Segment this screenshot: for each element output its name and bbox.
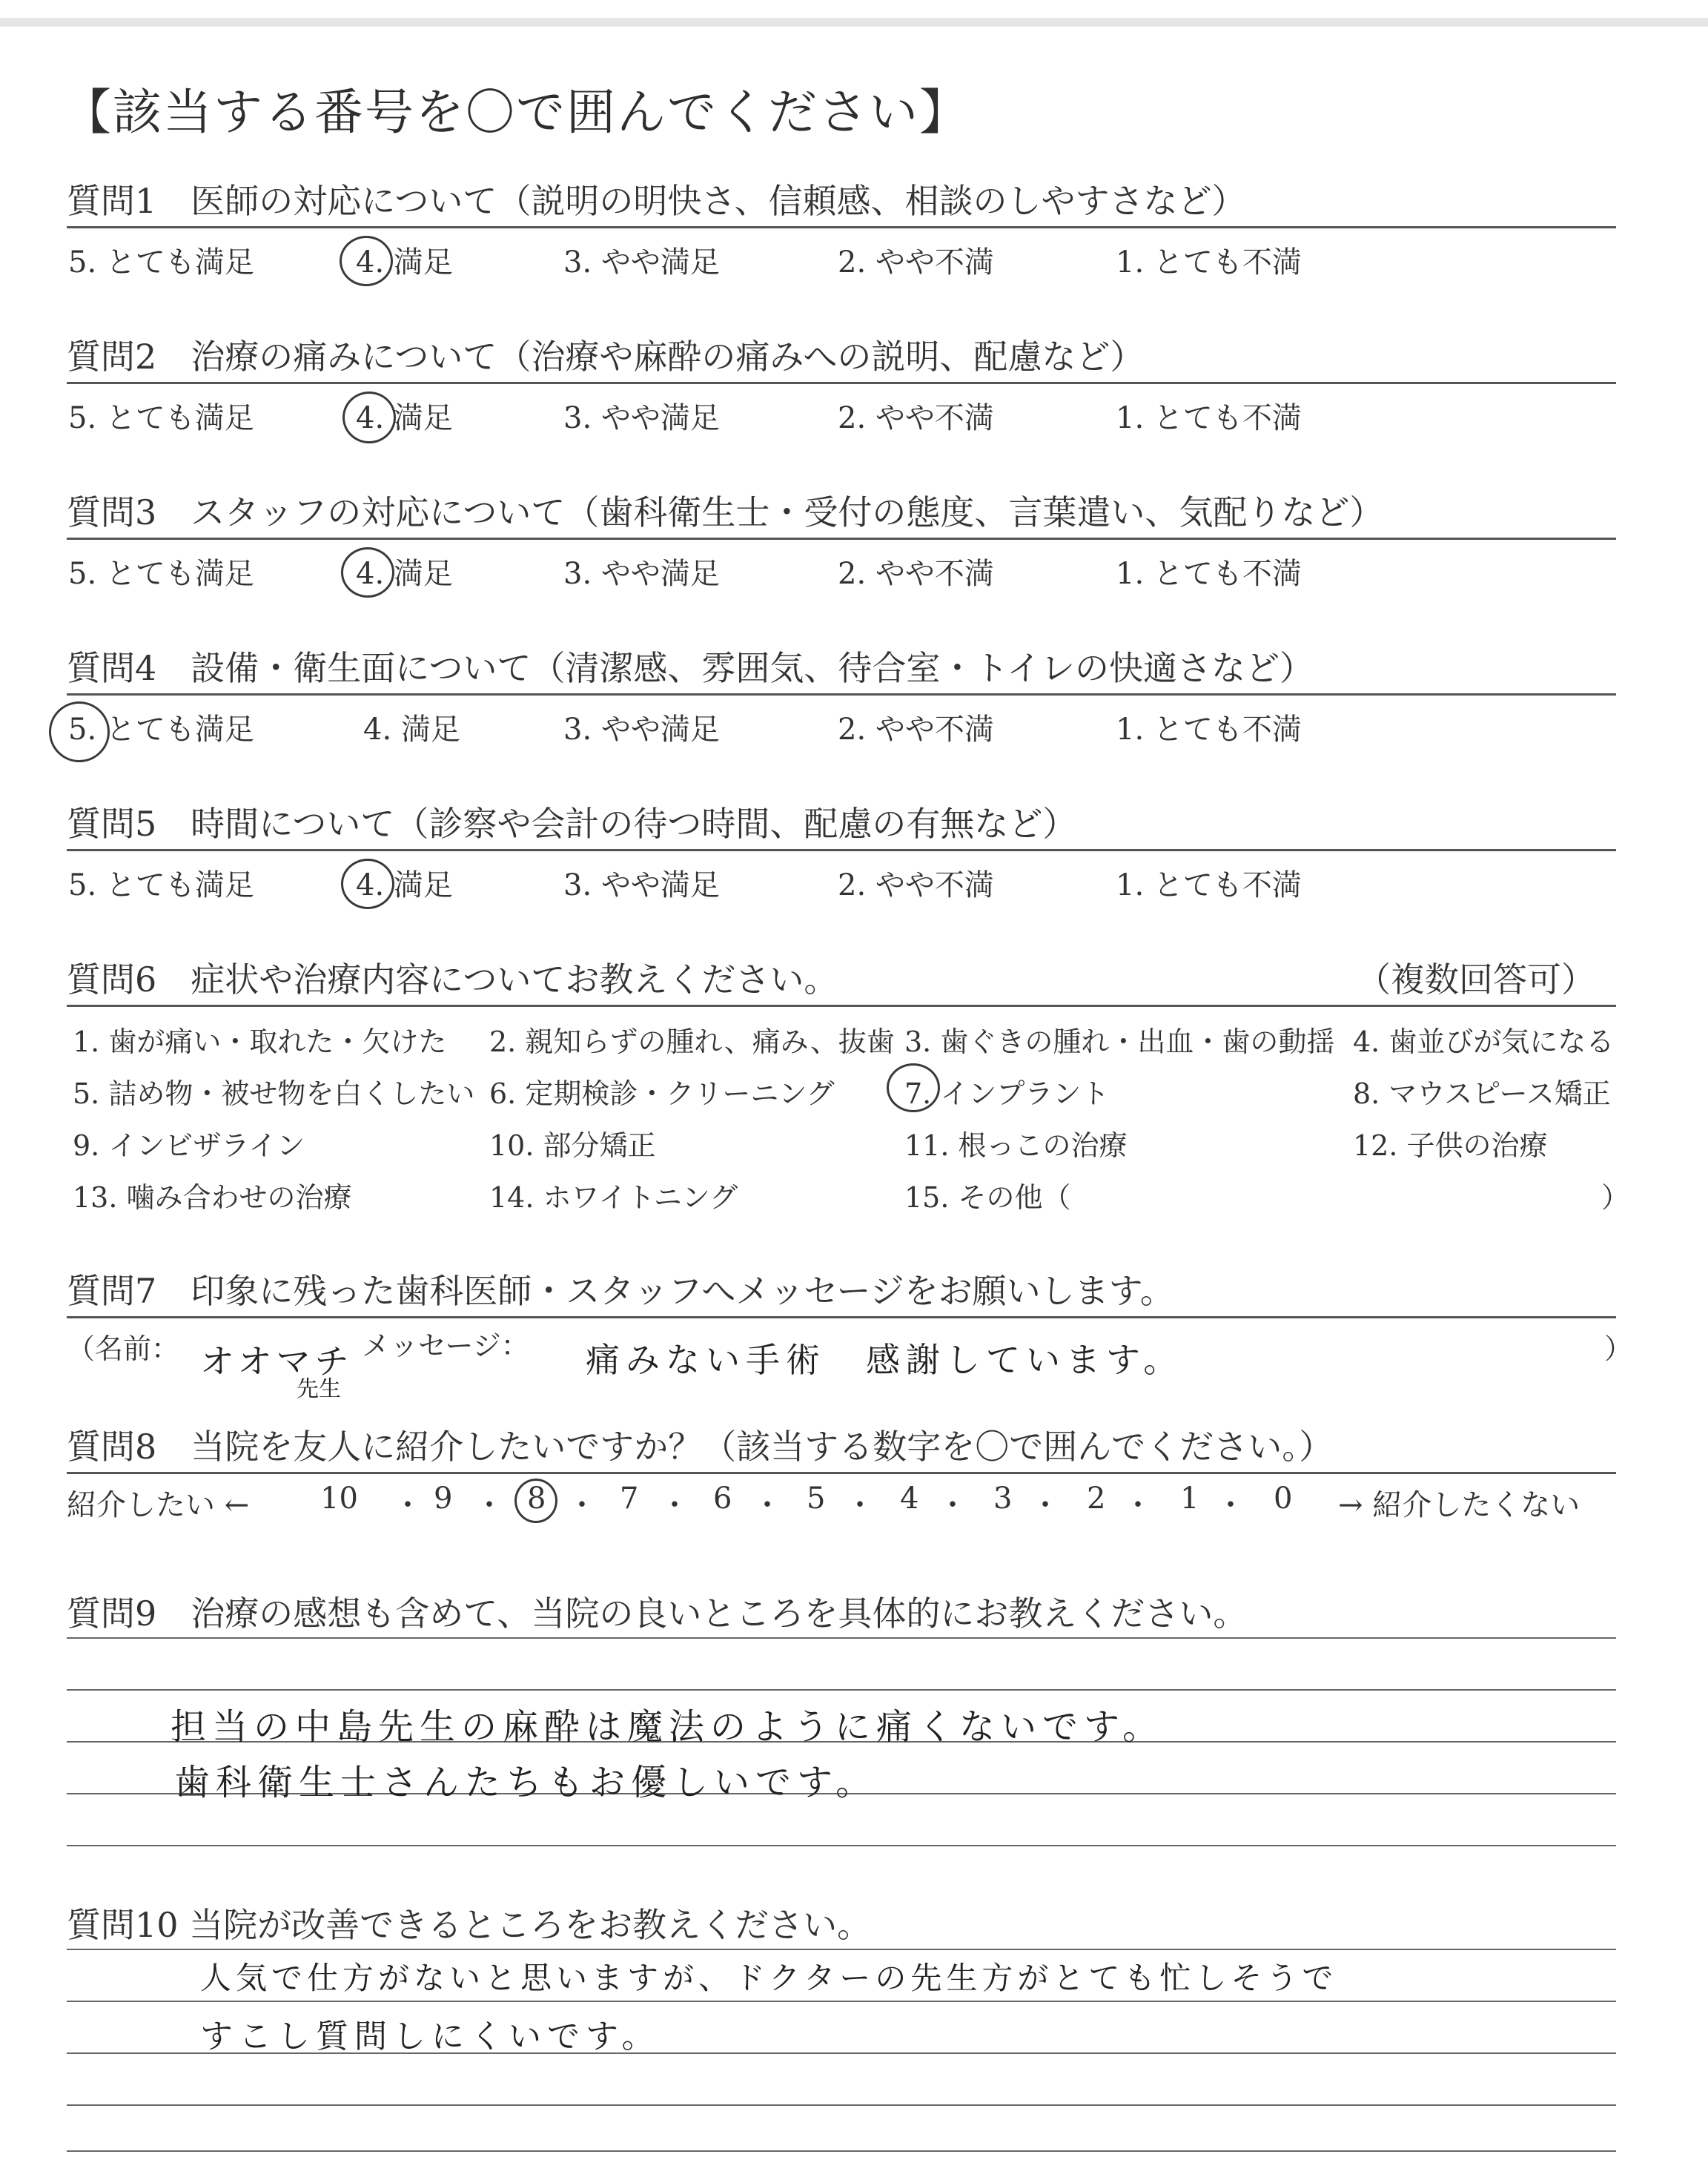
q8-dot: ・ (1123, 1488, 1153, 1522)
question-9-title: 質問9 治療の感想も含めて、当院の良いところを具体的にお教えください。 (67, 1593, 1248, 1634)
q8-dot: ・ (1216, 1488, 1245, 1522)
q10-answer-rule (67, 2104, 1616, 2106)
q7-close-paren: ） (1604, 1332, 1633, 1365)
q5-option-4[interactable]: 4. 満足 (356, 868, 453, 902)
q8-scale-6[interactable]: 6 (713, 1482, 732, 1516)
question-5-title: 質問5 時間について（診察や会計の待つ時間、配慮の有無など） (67, 804, 1077, 844)
q3-option-4[interactable]: 4. 満足 (356, 557, 453, 591)
question-1-title: 質問1 医師の対応について（説明の明快さ、信頼感、相談のしやすさなど） (67, 181, 1246, 221)
question-3-rule (67, 538, 1616, 540)
q6-option-9[interactable]: 9. インビザライン (73, 1129, 305, 1162)
q8-scale-9[interactable]: 9 (434, 1482, 453, 1516)
q7-name-handwritten[interactable]: オオマチ (200, 1341, 354, 1381)
question-6-rule (67, 1005, 1616, 1007)
q8-scale-2[interactable]: 2 (1087, 1482, 1106, 1516)
question-2-title: 質問2 治療の痛みについて（治療や麻酔の痛みへの説明、配慮など） (67, 337, 1145, 377)
q3-option-5[interactable]: 5. とても満足 (68, 557, 254, 591)
question-10-title: 質問10 当院が改善できるところをお教えください。 (67, 1905, 872, 1945)
q6-option-14[interactable]: 14. ホワイトニング (489, 1181, 738, 1214)
q9-answer-line-2[interactable]: 歯科衛生士さんたちもお優しいです。 (174, 1762, 878, 1803)
q4-option-3[interactable]: 3. やや満足 (563, 713, 720, 747)
q8-scale-10[interactable]: 10 (320, 1482, 358, 1516)
q6-option-13[interactable]: 13. 噛み合わせの治療 (73, 1181, 352, 1214)
q4-option-5[interactable]: 5. とても満足 (68, 713, 254, 747)
question-6-title: 質問6 症状や治療内容についてお教えください。 (67, 960, 838, 1000)
q8-dot: ・ (752, 1488, 782, 1522)
q6-option-6[interactable]: 6. 定期検診・クリーニング (489, 1077, 835, 1110)
q3-selection-circle (341, 547, 394, 598)
question-4-title: 質問4 設備・衛生面について（清潔感、雰囲気、待合室・トイレの快適さなど） (67, 648, 1314, 688)
q4-option-4[interactable]: 4. 満足 (363, 713, 460, 747)
q6-option-7[interactable]: 7. インプラント (904, 1077, 1110, 1110)
q6-option-10[interactable]: 10. 部分矯正 (489, 1129, 656, 1162)
q3-option-2[interactable]: 2. やや不満 (838, 557, 994, 591)
q6-option-5[interactable]: 5. 詰め物・被せ物を白くしたい (73, 1077, 475, 1110)
q1-option-3[interactable]: 3. やや満足 (563, 245, 720, 280)
q2-option-2[interactable]: 2. やや不満 (838, 401, 994, 435)
q8-left-label: 紹介したい ← (67, 1488, 250, 1522)
q4-option-1[interactable]: 1. とても不満 (1116, 713, 1302, 747)
q6-option-2[interactable]: 2. 親知らずの腫れ、痛み、抜歯 (489, 1025, 895, 1058)
q6-option-12[interactable]: 12. 子供の治療 (1353, 1129, 1548, 1162)
q8-scale-1[interactable]: 1 (1180, 1482, 1199, 1516)
q2-option-1[interactable]: 1. とても不満 (1116, 401, 1302, 435)
q7-message-label: メッセージ： (362, 1330, 529, 1362)
question-8-title: 質問8 当院を友人に紹介したいですか？（該当する数字を〇で囲んでください。） (67, 1427, 1334, 1467)
q6-option-1[interactable]: 1. 歯が痛い・取れた・欠けた (73, 1025, 447, 1058)
form-heading: 【該当する番号を〇で囲んでください】 (62, 84, 970, 141)
q7-name-suffix-handwritten: 先生 (297, 1376, 341, 1402)
q2-option-3[interactable]: 3. やや満足 (563, 401, 720, 435)
q6-selection-circle (887, 1063, 940, 1112)
q5-option-3[interactable]: 3. やや満足 (563, 868, 720, 902)
q2-option-4[interactable]: 4. 満足 (356, 401, 453, 435)
question-7-rule (67, 1316, 1616, 1318)
q8-dot: ・ (393, 1488, 423, 1522)
question-4-rule (67, 693, 1616, 696)
q6-option-4[interactable]: 4. 歯並びが気になる (1353, 1025, 1615, 1058)
q8-dot: ・ (938, 1488, 967, 1522)
question-3-title: 質問3 スタッフの対応について（歯科衛生士・受付の態度、言葉遣い、気配りなど） (67, 492, 1384, 532)
q4-selection-circle (49, 701, 110, 762)
q5-option-5[interactable]: 5. とても満足 (68, 868, 254, 902)
q8-dot: ・ (845, 1488, 875, 1522)
q8-dot: ・ (474, 1488, 504, 1522)
q10-answer-line-2[interactable]: すこし質問しにくいです。 (200, 2018, 661, 2055)
q8-scale-0[interactable]: 0 (1274, 1482, 1293, 1516)
q8-right-label: → 紹介したくない (1338, 1488, 1580, 1522)
q8-scale-3[interactable]: 3 (993, 1482, 1013, 1516)
q8-scale-4[interactable]: 4 (900, 1482, 919, 1516)
q10-answer-rule (67, 2150, 1616, 2152)
question-5-rule (67, 849, 1616, 851)
q8-scale-5[interactable]: 5 (807, 1482, 826, 1516)
question-2-rule (67, 382, 1616, 384)
q10-answer-rule (67, 2001, 1616, 2002)
q8-dot: ・ (1030, 1488, 1060, 1522)
q8-scale-8[interactable]: 8 (527, 1482, 546, 1516)
q8-scale-7[interactable]: 7 (620, 1482, 639, 1516)
q6-option-15-close: ） (1601, 1181, 1630, 1214)
q9-answer-rule (67, 1845, 1616, 1846)
q9-answer-line-1[interactable]: 担当の中島先生の麻酔は魔法のように痛くないです。 (171, 1706, 1165, 1748)
question-6-note: （複数回答可） (1357, 960, 1595, 1000)
q9-answer-rule (67, 1689, 1616, 1691)
q8-dot: ・ (567, 1488, 597, 1522)
q10-answer-line-1[interactable]: 人気で仕方がないと思いますが、ドクターの先生方がとても忙しそうで (200, 1960, 1338, 1996)
q1-option-5[interactable]: 5. とても満足 (68, 245, 254, 280)
q3-option-3[interactable]: 3. やや満足 (563, 557, 720, 591)
q3-option-1[interactable]: 1. とても不満 (1116, 557, 1302, 591)
q5-option-2[interactable]: 2. やや不満 (838, 868, 994, 902)
q7-message-handwritten[interactable]: 痛みない手術 感謝しています。 (586, 1340, 1184, 1380)
q8-selection-circle (514, 1479, 557, 1523)
q1-option-4[interactable]: 4. 満足 (356, 245, 453, 280)
q6-option-8[interactable]: 8. マウスピース矯正 (1353, 1077, 1611, 1110)
q6-option-15[interactable]: 15. その他（ (904, 1181, 1071, 1214)
q1-option-2[interactable]: 2. やや不満 (838, 245, 994, 280)
q5-option-1[interactable]: 1. とても不満 (1116, 868, 1302, 902)
q5-selection-circle (341, 859, 394, 909)
q9-answer-rule (67, 1637, 1616, 1639)
scan-top-edge (0, 18, 1708, 27)
q1-option-1[interactable]: 1. とても不満 (1116, 245, 1302, 280)
q1-selection-circle (340, 236, 393, 286)
q8-dot: ・ (660, 1488, 689, 1522)
q2-selection-circle (342, 392, 396, 443)
q2-option-5[interactable]: 5. とても満足 (68, 401, 254, 435)
question-7-title: 質問7 印象に残った歯科医師・スタッフへメッセージをお願いします。 (67, 1271, 1174, 1311)
q6-option-3[interactable]: 3. 歯ぐきの腫れ・出血・歯の動揺 (904, 1025, 1335, 1058)
q7-name-label: （名前： (67, 1332, 180, 1365)
question-1-rule (67, 226, 1616, 228)
question-8-rule (67, 1472, 1616, 1474)
q4-option-2[interactable]: 2. やや不満 (838, 713, 994, 747)
q10-answer-rule (67, 1949, 1616, 1950)
q6-option-11[interactable]: 11. 根っこの治療 (904, 1129, 1128, 1162)
